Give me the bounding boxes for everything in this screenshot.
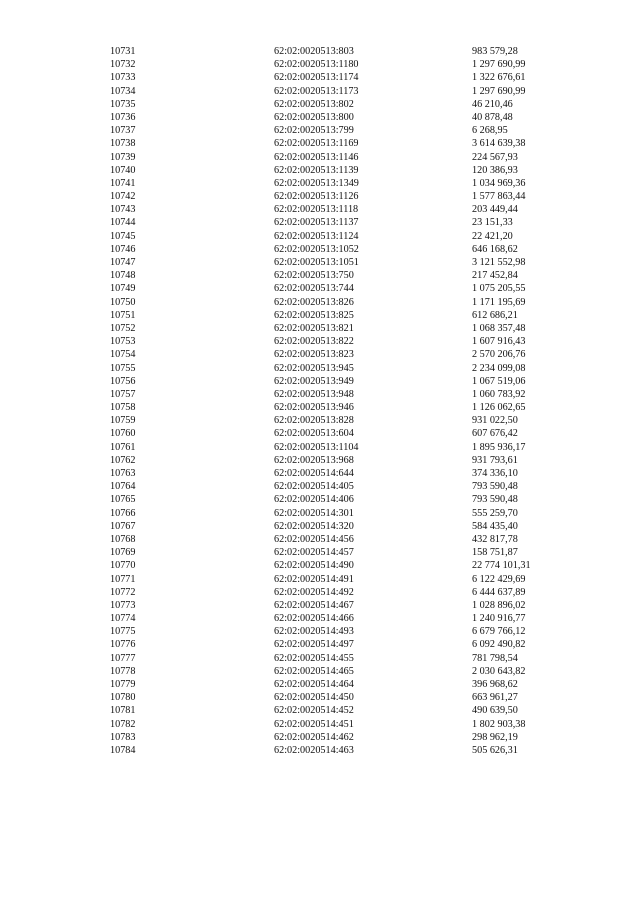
cadastral-number: 62:02:0020513:949 xyxy=(274,375,354,387)
row-number: 10774 xyxy=(110,613,136,625)
cadastral-value: 612 686,21 xyxy=(472,309,518,321)
table-row xyxy=(0,177,640,190)
cadastral-number: 62:02:0020513:945 xyxy=(274,362,354,374)
cadastral-value: 793 590,48 xyxy=(472,494,518,506)
cadastral-value: 432 817,78 xyxy=(472,533,518,545)
cadastral-number: 62:02:0020514:466 xyxy=(274,613,354,625)
row-number: 10739 xyxy=(110,151,136,163)
cadastral-value: 120 386,93 xyxy=(472,164,518,176)
cadastral-value: 6 122 429,69 xyxy=(472,573,526,585)
cadastral-number: 62:02:0020513:1051 xyxy=(274,257,359,268)
row-number: 10748 xyxy=(110,270,136,282)
table-row xyxy=(0,309,640,322)
row-number: 10768 xyxy=(110,533,136,545)
table-row xyxy=(0,638,640,651)
cadastral-number: 62:02:0020513:1146 xyxy=(274,151,359,163)
cadastral-value: 46 210,46 xyxy=(472,98,513,110)
cadastral-number: 62:02:0020513:826 xyxy=(274,296,354,308)
table-row xyxy=(0,704,640,717)
row-number: 10744 xyxy=(110,217,136,229)
row-number: 10741 xyxy=(110,177,136,189)
cadastral-value: 781 798,54 xyxy=(472,652,518,664)
cadastral-number: 62:02:0020514:451 xyxy=(274,718,354,730)
cadastral-number: 62:02:0020514:406 xyxy=(274,494,354,506)
row-number: 10764 xyxy=(110,481,136,493)
cadastral-number: 62:02:0020514:497 xyxy=(274,639,354,651)
cadastral-value: 1 171 195,69 xyxy=(472,296,526,308)
cadastral-value: 793 590,48 xyxy=(472,481,518,493)
table-row xyxy=(0,388,640,401)
table-row xyxy=(0,85,640,98)
table-row xyxy=(0,612,640,625)
row-number: 10781 xyxy=(110,705,136,717)
table-row xyxy=(0,282,640,295)
cadastral-value: 22 421,20 xyxy=(472,230,513,242)
row-number: 10750 xyxy=(110,296,136,308)
cadastral-number: 62:02:0020513:828 xyxy=(274,415,354,427)
cadastral-value: 1 067 519,06 xyxy=(472,375,526,387)
row-number: 10742 xyxy=(110,191,136,203)
row-number: 10745 xyxy=(110,230,136,242)
row-number: 10756 xyxy=(110,375,136,387)
cadastral-value: 2 570 206,76 xyxy=(472,349,526,361)
row-number: 10740 xyxy=(110,164,136,176)
row-number: 10737 xyxy=(110,125,136,137)
row-number: 10747 xyxy=(110,257,136,268)
cadastral-number: 62:02:0020514:456 xyxy=(274,533,354,545)
table-row xyxy=(0,414,640,427)
cadastral-value: 23 151,33 xyxy=(472,217,513,229)
row-number: 10752 xyxy=(110,322,136,334)
table-row xyxy=(0,691,640,704)
cadastral-value: 217 452,84 xyxy=(472,270,518,282)
cadastral-value: 2 030 643,82 xyxy=(472,665,526,677)
cadastral-value: 6 268,95 xyxy=(472,125,508,137)
row-number: 10770 xyxy=(110,560,136,572)
cadastral-number: 62:02:0020513:1052 xyxy=(274,243,359,255)
table-row xyxy=(0,335,640,348)
cadastral-number: 62:02:0020514:457 xyxy=(274,547,354,559)
row-number: 10775 xyxy=(110,626,136,638)
row-number: 10783 xyxy=(110,731,136,743)
cadastral-number: 62:02:0020513:948 xyxy=(274,388,354,400)
cadastral-value: 203 449,44 xyxy=(472,204,518,216)
table-row xyxy=(0,124,640,137)
cadastral-number: 62:02:0020513:744 xyxy=(274,283,354,295)
table-row xyxy=(0,546,640,559)
cadastral-value: 1 297 690,99 xyxy=(472,85,526,97)
cadastral-number: 62:02:0020513:968 xyxy=(274,454,354,466)
cadastral-value: 1 322 676,61 xyxy=(472,72,526,84)
table-row xyxy=(0,151,640,164)
row-number: 10778 xyxy=(110,665,136,677)
cadastral-number: 62:02:0020514:462 xyxy=(274,731,354,743)
table-row xyxy=(0,111,640,124)
cadastral-value: 490 639,50 xyxy=(472,705,518,717)
table-row xyxy=(0,454,640,467)
row-number: 10782 xyxy=(110,718,136,730)
table-row xyxy=(0,441,640,454)
cadastral-number: 62:02:0020513:822 xyxy=(274,336,354,348)
row-number: 10784 xyxy=(110,744,136,756)
cadastral-value: 1 895 936,17 xyxy=(472,441,526,453)
cadastral-number: 62:02:0020513:823 xyxy=(274,349,354,361)
cadastral-value: 3 614 639,38 xyxy=(472,138,526,150)
cadastral-number: 62:02:0020514:493 xyxy=(274,626,354,638)
cadastral-value: 1 802 903,38 xyxy=(472,718,526,730)
cadastral-number: 62:02:0020513:1173 xyxy=(274,85,359,97)
cadastral-value: 22 774 101,31 xyxy=(472,560,531,572)
cadastral-value: 1 240 916,77 xyxy=(472,613,526,625)
cadastral-value: 6 679 766,12 xyxy=(472,626,526,638)
table-row xyxy=(0,520,640,533)
cadastral-value: 555 259,70 xyxy=(472,507,518,519)
table-row xyxy=(0,164,640,177)
cadastral-value: 983 579,28 xyxy=(472,46,518,57)
table-row xyxy=(0,718,640,731)
cadastral-number: 62:02:0020513:1124 xyxy=(274,230,359,242)
cadastral-number: 62:02:0020513:1104 xyxy=(274,441,359,453)
table-row xyxy=(0,573,640,586)
cadastral-number: 62:02:0020514:463 xyxy=(274,744,354,756)
cadastral-value: 505 626,31 xyxy=(472,744,518,756)
cadastral-value: 1 577 863,44 xyxy=(472,191,526,203)
cadastral-number: 62:02:0020514:450 xyxy=(274,692,354,704)
table-row xyxy=(0,296,640,309)
row-number: 10732 xyxy=(110,59,136,71)
row-number: 10777 xyxy=(110,652,136,664)
row-number: 10769 xyxy=(110,547,136,559)
row-number: 10734 xyxy=(110,85,136,97)
cadastral-value: 931 793,61 xyxy=(472,454,518,466)
row-number: 10738 xyxy=(110,138,136,150)
row-number: 10779 xyxy=(110,679,136,690)
row-number: 10731 xyxy=(110,46,136,57)
cadastral-number: 62:02:0020513:1126 xyxy=(274,191,359,203)
table-row xyxy=(0,348,640,361)
cadastral-value: 646 168,62 xyxy=(472,243,518,255)
table-row xyxy=(0,599,640,612)
row-number: 10763 xyxy=(110,468,136,479)
row-number: 10776 xyxy=(110,639,136,651)
cadastral-number: 62:02:0020514:467 xyxy=(274,599,354,611)
cadastral-number: 62:02:0020514:301 xyxy=(274,507,354,519)
cadastral-value: 40 878,48 xyxy=(472,111,513,123)
cadastral-number: 62:02:0020514:491 xyxy=(274,573,354,585)
cadastral-number: 62:02:0020513:1137 xyxy=(274,217,359,229)
cadastral-number: 62:02:0020513:825 xyxy=(274,309,354,321)
cadastral-number: 62:02:0020514:405 xyxy=(274,481,354,493)
cadastral-number: 62:02:0020514:465 xyxy=(274,665,354,677)
data-table xyxy=(0,45,640,757)
cadastral-value: 1 060 783,92 xyxy=(472,388,526,400)
table-row xyxy=(0,507,640,520)
row-number: 10761 xyxy=(110,441,136,453)
cadastral-value: 2 234 099,08 xyxy=(472,362,526,374)
cadastral-value: 298 962,19 xyxy=(472,731,518,743)
cadastral-number: 62:02:0020513:1139 xyxy=(274,164,359,176)
row-number: 10772 xyxy=(110,586,136,598)
cadastral-value: 158 751,87 xyxy=(472,547,518,559)
cadastral-number: 62:02:0020514:644 xyxy=(274,468,354,479)
cadastral-value: 6 092 490,82 xyxy=(472,639,526,651)
cadastral-number: 62:02:0020513:1118 xyxy=(274,204,359,216)
cadastral-number: 62:02:0020514:452 xyxy=(274,705,354,717)
table-row xyxy=(0,467,640,480)
cadastral-value: 607 676,42 xyxy=(472,428,518,440)
row-number: 10766 xyxy=(110,507,136,519)
table-row xyxy=(0,243,640,256)
row-number: 10771 xyxy=(110,573,136,585)
cadastral-number: 62:02:0020513:750 xyxy=(274,270,354,282)
table-row xyxy=(0,678,640,691)
cadastral-value: 374 336,10 xyxy=(472,468,518,479)
row-number: 10755 xyxy=(110,362,136,374)
table-row xyxy=(0,625,640,638)
cadastral-number: 62:02:0020513:1349 xyxy=(274,177,359,189)
cadastral-value: 584 435,40 xyxy=(472,520,518,532)
table-row xyxy=(0,652,640,665)
cadastral-value: 931 022,50 xyxy=(472,415,518,427)
table-row xyxy=(0,137,640,150)
cadastral-number: 62:02:0020514:490 xyxy=(274,560,354,572)
row-number: 10733 xyxy=(110,72,136,84)
row-number: 10758 xyxy=(110,402,136,414)
table-row xyxy=(0,45,640,58)
row-number: 10773 xyxy=(110,599,136,611)
table-row xyxy=(0,256,640,269)
row-number: 10780 xyxy=(110,692,136,704)
cadastral-number: 62:02:0020513:1180 xyxy=(274,59,359,71)
cadastral-number: 62:02:0020513:946 xyxy=(274,402,354,414)
cadastral-number: 62:02:0020514:492 xyxy=(274,586,354,598)
table-row xyxy=(0,203,640,216)
cadastral-value: 1 034 969,36 xyxy=(472,177,526,189)
cadastral-number: 62:02:0020513:802 xyxy=(274,98,354,110)
row-number: 10762 xyxy=(110,454,136,466)
cadastral-value: 1 028 896,02 xyxy=(472,599,526,611)
table-row xyxy=(0,216,640,229)
cadastral-number: 62:02:0020513:803 xyxy=(274,46,354,57)
row-number: 10736 xyxy=(110,111,136,123)
row-number: 10759 xyxy=(110,415,136,427)
row-number: 10749 xyxy=(110,283,136,295)
cadastral-value: 3 121 552,98 xyxy=(472,257,526,268)
cadastral-number: 62:02:0020513:604 xyxy=(274,428,354,440)
cadastral-number: 62:02:0020513:800 xyxy=(274,111,354,123)
table-row xyxy=(0,362,640,375)
cadastral-value: 1 075 205,55 xyxy=(472,283,526,295)
table-row xyxy=(0,559,640,572)
row-number: 10746 xyxy=(110,243,136,255)
cadastral-value: 663 961,27 xyxy=(472,692,518,704)
cadastral-number: 62:02:0020513:821 xyxy=(274,322,354,334)
row-number: 10760 xyxy=(110,428,136,440)
cadastral-number: 62:02:0020514:455 xyxy=(274,652,354,664)
row-number: 10754 xyxy=(110,349,136,361)
table-row xyxy=(0,190,640,203)
table-row xyxy=(0,731,640,744)
table-row xyxy=(0,98,640,111)
row-number: 10767 xyxy=(110,520,136,532)
table-row xyxy=(0,269,640,282)
table-row xyxy=(0,744,640,757)
table-row xyxy=(0,427,640,440)
row-number: 10735 xyxy=(110,98,136,110)
table-row xyxy=(0,322,640,335)
row-number: 10743 xyxy=(110,204,136,216)
table-row xyxy=(0,58,640,71)
table-row xyxy=(0,71,640,84)
table-row xyxy=(0,493,640,506)
cadastral-number: 62:02:0020513:1174 xyxy=(274,72,359,84)
cadastral-value: 396 968,62 xyxy=(472,679,518,690)
table-row xyxy=(0,401,640,414)
table-row xyxy=(0,230,640,243)
cadastral-value: 224 567,93 xyxy=(472,151,518,163)
row-number: 10765 xyxy=(110,494,136,506)
cadastral-value: 6 444 637,89 xyxy=(472,586,526,598)
table-row xyxy=(0,586,640,599)
cadastral-value: 1 297 690,99 xyxy=(472,59,526,71)
cadastral-value: 1 126 062,65 xyxy=(472,402,526,414)
cadastral-number: 62:02:0020514:320 xyxy=(274,520,354,532)
table-row xyxy=(0,480,640,493)
table-row xyxy=(0,665,640,678)
cadastral-number: 62:02:0020513:1169 xyxy=(274,138,359,150)
row-number: 10753 xyxy=(110,336,136,348)
cadastral-value: 1 607 916,43 xyxy=(472,336,526,348)
row-number: 10751 xyxy=(110,309,136,321)
cadastral-number: 62:02:0020513:799 xyxy=(274,125,354,137)
cadastral-value: 1 068 357,48 xyxy=(472,322,526,334)
table-row xyxy=(0,533,640,546)
row-number: 10757 xyxy=(110,388,136,400)
cadastral-number: 62:02:0020514:464 xyxy=(274,679,354,690)
table-row xyxy=(0,375,640,388)
